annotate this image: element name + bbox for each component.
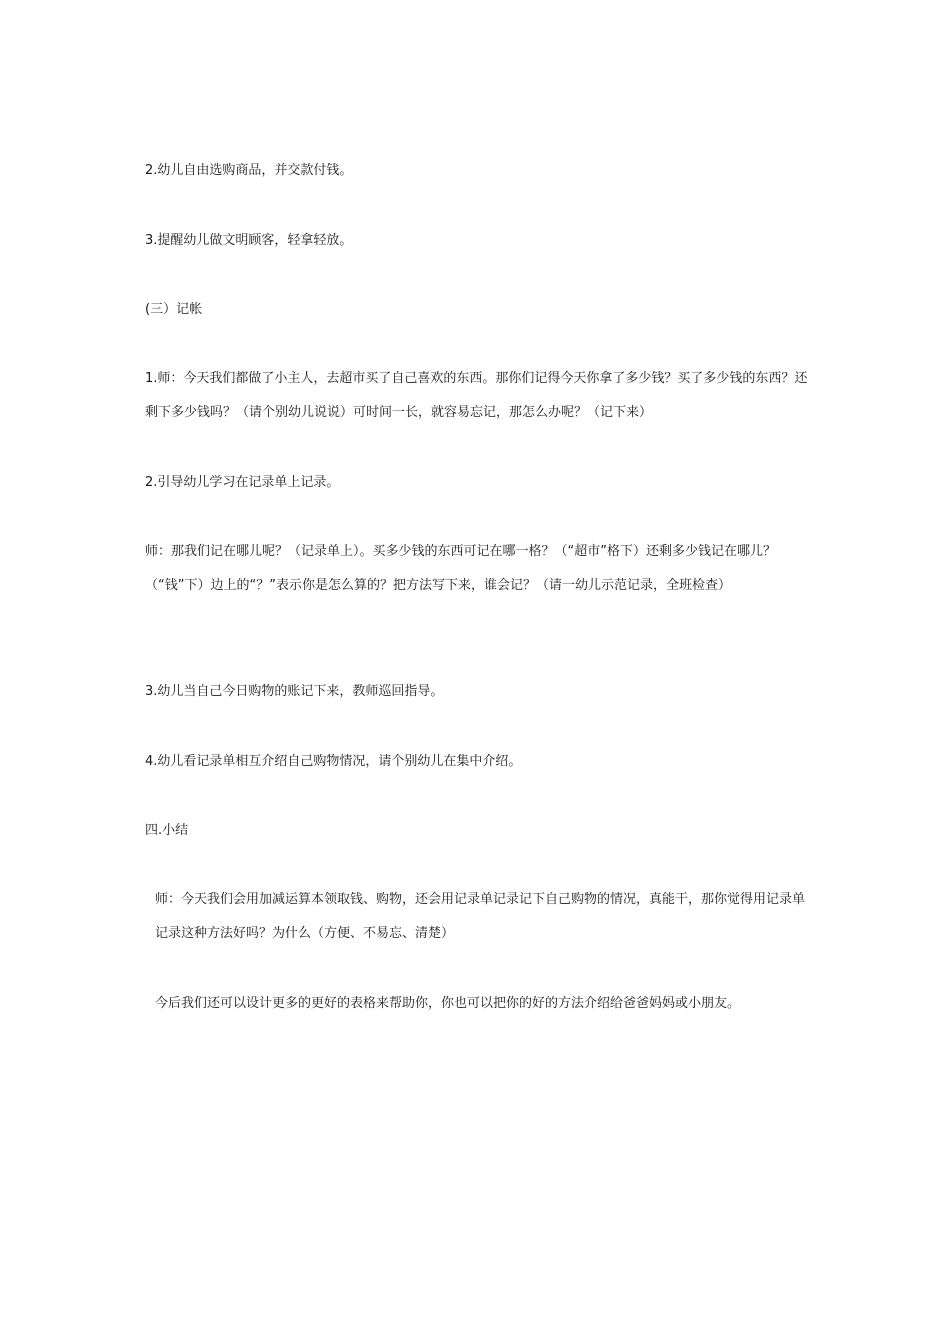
paragraph-step-4-introduce: 4.幼儿看记录单相互介绍自己购物情况，请个别幼儿在集中介绍。 [145, 754, 522, 769]
section-heading-bookkeeping: (三）记帐 [145, 302, 203, 317]
paragraph-guide-recording: 2.引导幼儿学习在记录单上记录。 [145, 475, 340, 490]
paragraph-step-3-reminder: 3.提醒幼儿做文明顾客，轻拿轻放。 [145, 233, 353, 248]
paragraph-teacher-question: 1.师：今天我们都做了小主人，去超市买了自己喜欢的东西。那你们记得今天你拿了多少钱？买了多少钱的东西？还剩下多少钱吗？（请个别幼儿说说）可时间一长，就容易忘记，那怎么办呢？（记下来） [145, 371, 808, 420]
section-heading-summary: 四.小结 [145, 823, 189, 838]
paragraph-future: 今后我们还可以设计更多的更好的表格来帮助你，你也可以把你的好的方法介绍给爸爸妈妈或小朋友。 [155, 996, 741, 1011]
paragraph-step-3-record-accounts: 3.幼儿当自己今日购物的账记下来，教师巡回指导。 [145, 684, 444, 699]
paragraph-step-2-shopping: 2.幼儿自由选购商品，并交款付钱。 [145, 163, 353, 178]
paragraph-summary-teacher: 师：今天我们会用加减运算本领取钱、购物，还会用记录单记录记下自己购物的情况，真能干，那你觉得用记录单记录这种方法好吗？为什么（方便、不易忘、清楚） [155, 892, 806, 941]
paragraph-teacher-record-sheet: 师：那我们记在哪儿呢？（记录单上）。买多少钱的东西可记在哪一格？（“超市”格下）还剩多少钱记在哪儿？（“钱”下）边上的“？”表示你是怎么算的？把方法写下来，谁会记？（请一幼儿示范记录，全班检查） [145, 544, 776, 593]
